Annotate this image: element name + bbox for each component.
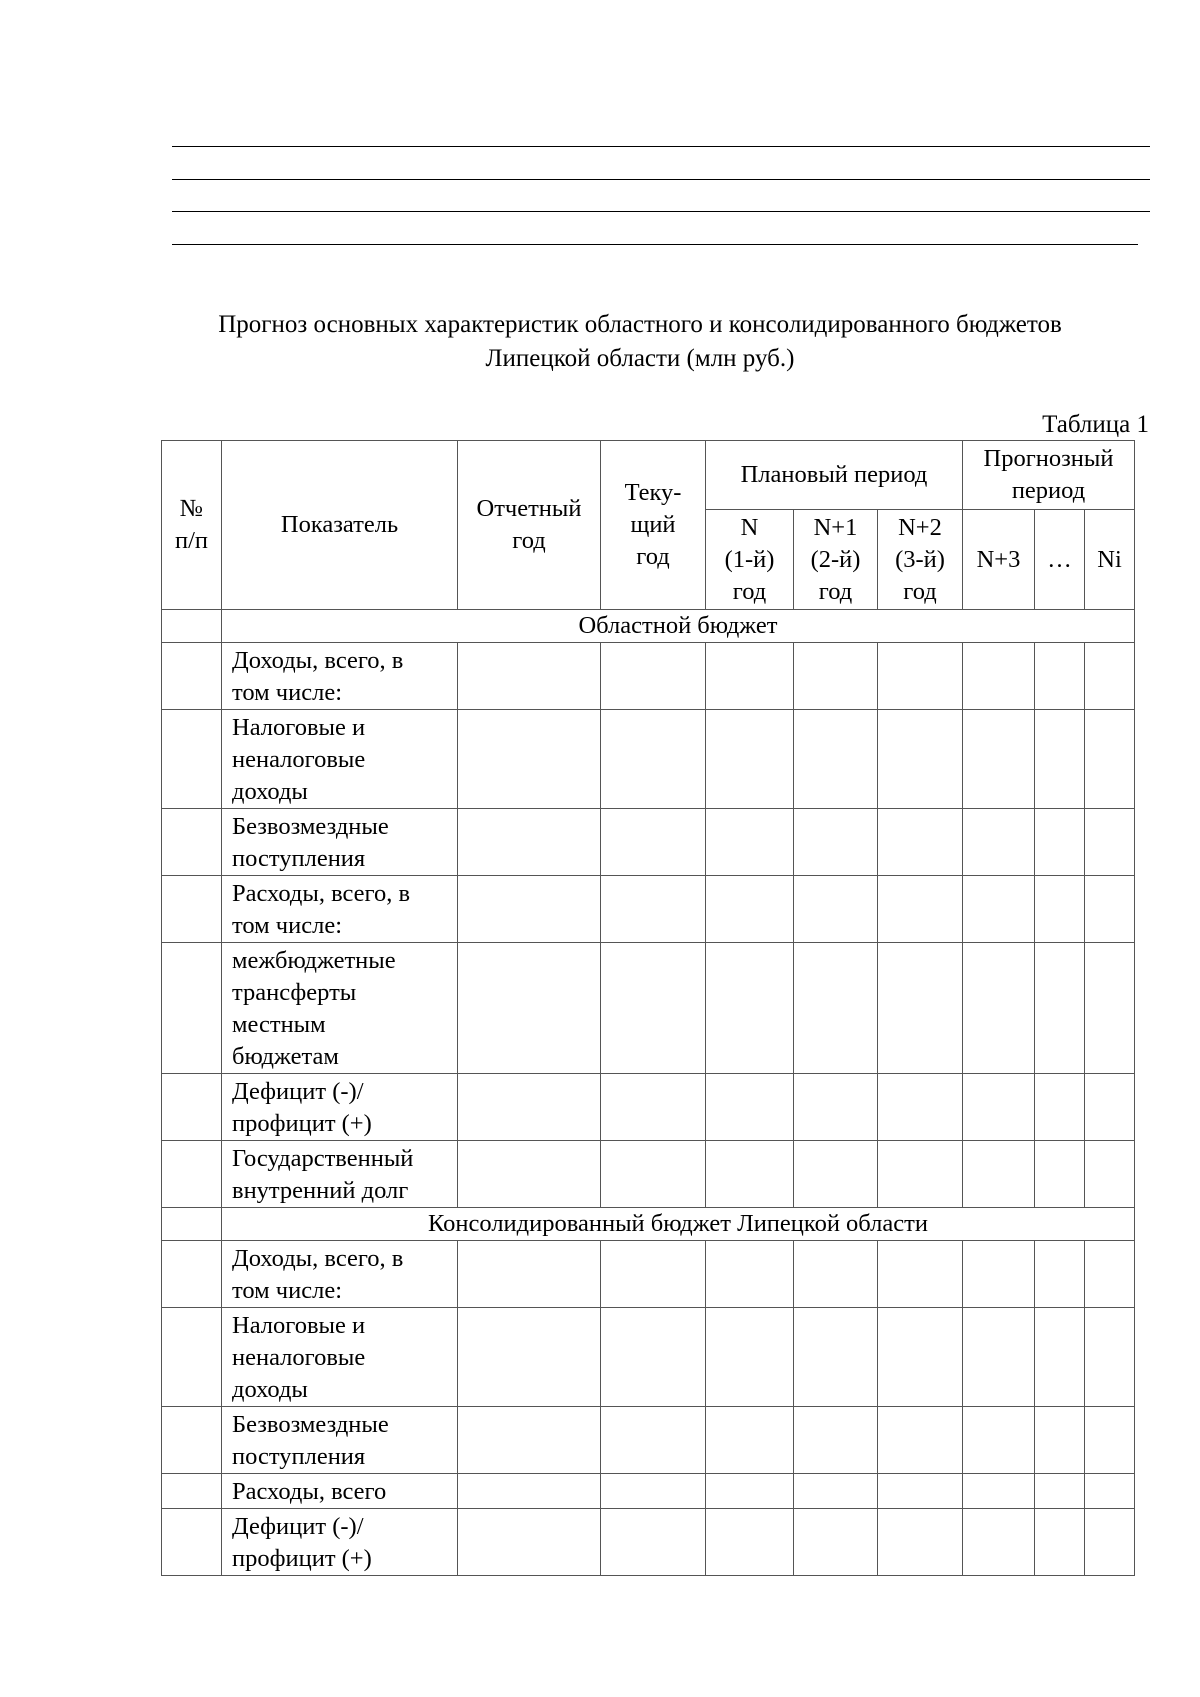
value-cell[interactable] bbox=[794, 1141, 878, 1208]
value-cell[interactable] bbox=[458, 1308, 601, 1407]
row-num-cell[interactable] bbox=[162, 1141, 222, 1208]
header-current-year bbox=[601, 441, 706, 610]
indicator-cell bbox=[222, 876, 458, 943]
value-cell[interactable] bbox=[794, 1407, 878, 1474]
header-planned-year bbox=[878, 510, 963, 610]
value-cell[interactable] bbox=[794, 876, 878, 943]
indicator-text-line: Налоговые и bbox=[232, 714, 366, 741]
row-num-cell[interactable] bbox=[162, 943, 222, 1074]
header-text-line: год bbox=[903, 577, 937, 605]
value-cell[interactable] bbox=[601, 643, 706, 710]
blank-line-3 bbox=[172, 211, 1150, 212]
indicator-text-line: поступления bbox=[232, 845, 366, 872]
table-row bbox=[162, 710, 1135, 809]
value-cell[interactable] bbox=[878, 876, 963, 943]
table-label: Таблица 1 bbox=[1042, 411, 1149, 438]
value-cell[interactable] bbox=[458, 710, 601, 809]
value-cell[interactable] bbox=[1085, 1308, 1135, 1407]
value-cell[interactable] bbox=[706, 710, 794, 809]
value-cell[interactable] bbox=[458, 876, 601, 943]
row-num-cell[interactable] bbox=[162, 809, 222, 876]
header-text-line: п/п bbox=[174, 527, 209, 554]
value-cell[interactable] bbox=[1035, 1141, 1085, 1208]
indicator-text-line: том числе: bbox=[232, 679, 343, 706]
row-num-cell[interactable] bbox=[162, 1241, 222, 1308]
header-planned-period: Плановый период bbox=[706, 441, 963, 510]
value-cell[interactable] bbox=[1085, 1074, 1135, 1141]
value-cell[interactable] bbox=[601, 710, 706, 809]
value-cell[interactable] bbox=[1085, 943, 1135, 1074]
value-cell[interactable] bbox=[794, 1308, 878, 1407]
section-row bbox=[162, 610, 1135, 643]
value-cell[interactable] bbox=[963, 943, 1035, 1074]
indicator-text-line: доходы bbox=[232, 778, 308, 805]
row-num-cell[interactable] bbox=[162, 1407, 222, 1474]
value-cell[interactable] bbox=[1085, 1509, 1135, 1576]
value-cell[interactable] bbox=[458, 809, 601, 876]
value-cell[interactable] bbox=[963, 710, 1035, 809]
value-cell[interactable] bbox=[706, 643, 794, 710]
header-forecast-period bbox=[963, 441, 1135, 510]
value-cell[interactable] bbox=[601, 943, 706, 1074]
indicator-cell bbox=[222, 643, 458, 710]
value-cell[interactable] bbox=[794, 943, 878, 1074]
value-cell[interactable] bbox=[458, 1407, 601, 1474]
value-cell[interactable] bbox=[458, 1241, 601, 1308]
indicator-cell bbox=[222, 809, 458, 876]
header-text-line: год bbox=[818, 577, 853, 605]
header-text-line: N+2 bbox=[898, 513, 942, 541]
title-line-2: Липецкой области (млн руб.) bbox=[485, 345, 795, 372]
blank-line-2 bbox=[172, 179, 1150, 180]
indicator-text-line: том числе: bbox=[232, 912, 343, 939]
indicator-cell bbox=[222, 1241, 458, 1308]
row-num-cell[interactable] bbox=[162, 1308, 222, 1407]
value-cell[interactable] bbox=[601, 809, 706, 876]
value-cell[interactable] bbox=[878, 710, 963, 809]
value-cell[interactable] bbox=[601, 1308, 706, 1407]
table-row bbox=[162, 1141, 1135, 1208]
value-cell[interactable] bbox=[458, 943, 601, 1074]
value-cell[interactable] bbox=[878, 1141, 963, 1208]
value-cell[interactable] bbox=[963, 1308, 1035, 1407]
value-cell[interactable] bbox=[1085, 1407, 1135, 1474]
value-cell[interactable] bbox=[1035, 1407, 1085, 1474]
header-forecast-year: Ni bbox=[1085, 510, 1135, 610]
table-row bbox=[162, 1509, 1135, 1576]
value-cell[interactable] bbox=[963, 1474, 1035, 1509]
indicator-text-line: Расходы, всего, в bbox=[232, 880, 411, 907]
section-row bbox=[162, 1208, 1135, 1241]
value-cell[interactable] bbox=[794, 1074, 878, 1141]
value-cell[interactable] bbox=[1035, 1074, 1085, 1141]
header-text-line: Отчетный bbox=[476, 495, 582, 522]
value-cell[interactable] bbox=[1035, 876, 1085, 943]
section-title: Областной бюджет bbox=[222, 610, 1135, 643]
header-forecast-year: … bbox=[1035, 510, 1085, 610]
row-num-cell[interactable] bbox=[162, 1474, 222, 1509]
value-cell[interactable] bbox=[706, 943, 794, 1074]
value-cell[interactable] bbox=[878, 643, 963, 710]
header-text-line: № bbox=[179, 495, 204, 522]
value-cell[interactable] bbox=[706, 1474, 794, 1509]
value-cell[interactable] bbox=[601, 1474, 706, 1509]
indicator-cell bbox=[222, 710, 458, 809]
header-row-1 bbox=[162, 441, 1135, 510]
value-cell[interactable] bbox=[794, 643, 878, 710]
header-text-line: Теку- bbox=[624, 479, 682, 506]
indicator-text-line: трансферты bbox=[232, 979, 357, 1006]
table-row bbox=[162, 943, 1135, 1074]
value-cell[interactable] bbox=[601, 1407, 706, 1474]
value-cell[interactable] bbox=[458, 1141, 601, 1208]
indicator-cell bbox=[222, 1074, 458, 1141]
value-cell[interactable] bbox=[706, 1407, 794, 1474]
value-cell[interactable] bbox=[1035, 1474, 1085, 1509]
indicator-cell bbox=[222, 1141, 458, 1208]
header-text-line: (1-й) bbox=[724, 545, 775, 573]
table-row bbox=[162, 1407, 1135, 1474]
indicator-cell bbox=[222, 1509, 458, 1576]
value-cell[interactable] bbox=[1035, 809, 1085, 876]
header-text-line: год bbox=[636, 543, 670, 570]
value-cell[interactable] bbox=[458, 1509, 601, 1576]
value-cell[interactable] bbox=[458, 643, 601, 710]
row-num-cell[interactable] bbox=[162, 710, 222, 809]
value-cell[interactable] bbox=[706, 876, 794, 943]
value-cell[interactable] bbox=[878, 943, 963, 1074]
value-cell[interactable] bbox=[1035, 643, 1085, 710]
value-cell[interactable] bbox=[794, 1509, 878, 1576]
value-cell[interactable] bbox=[1035, 943, 1085, 1074]
indicator-text-line: профицит (+) bbox=[232, 1110, 372, 1137]
indicator-text-line: Доходы, всего, в bbox=[232, 647, 404, 674]
row-num-cell[interactable] bbox=[162, 1509, 222, 1576]
indicator-text-line: Безвозмездные bbox=[232, 813, 389, 840]
value-cell[interactable] bbox=[878, 1308, 963, 1407]
value-cell[interactable] bbox=[601, 1509, 706, 1576]
value-cell[interactable] bbox=[878, 1074, 963, 1141]
value-cell[interactable] bbox=[794, 809, 878, 876]
header-planned-year bbox=[794, 510, 878, 610]
blank-line-4 bbox=[172, 244, 1138, 245]
header-text-line: щий bbox=[630, 511, 676, 538]
value-cell[interactable] bbox=[601, 1074, 706, 1141]
header-text-line: период bbox=[1011, 477, 1086, 504]
row-num-cell[interactable] bbox=[162, 876, 222, 943]
value-cell[interactable] bbox=[963, 876, 1035, 943]
value-cell[interactable] bbox=[706, 1241, 794, 1308]
value-cell[interactable] bbox=[794, 710, 878, 809]
row-num-cell[interactable] bbox=[162, 1074, 222, 1141]
value-cell[interactable] bbox=[878, 1241, 963, 1308]
header-planned-year bbox=[706, 510, 794, 610]
indicator-text-line: внутренний долг bbox=[232, 1177, 409, 1204]
value-cell[interactable] bbox=[878, 1407, 963, 1474]
value-cell[interactable] bbox=[1085, 1241, 1135, 1308]
table-row bbox=[162, 1474, 1135, 1509]
value-cell[interactable] bbox=[963, 1074, 1035, 1141]
title-line-1: Прогноз основных характеристик областного и консолидированного бюджетов bbox=[218, 311, 1062, 338]
value-cell[interactable] bbox=[794, 1474, 878, 1509]
value-cell[interactable] bbox=[1085, 643, 1135, 710]
value-cell[interactable] bbox=[601, 1141, 706, 1208]
value-cell[interactable] bbox=[706, 1141, 794, 1208]
value-cell[interactable] bbox=[706, 809, 794, 876]
value-cell[interactable] bbox=[878, 1474, 963, 1509]
indicator-text-line: Расходы, всего bbox=[232, 1478, 387, 1505]
value-cell[interactable] bbox=[963, 1141, 1035, 1208]
value-cell[interactable] bbox=[878, 809, 963, 876]
indicator-text-line: поступления bbox=[232, 1443, 366, 1470]
value-cell[interactable] bbox=[1035, 1308, 1085, 1407]
value-cell[interactable] bbox=[1085, 809, 1135, 876]
value-cell[interactable] bbox=[1085, 710, 1135, 809]
value-cell[interactable] bbox=[601, 876, 706, 943]
header-text-line: N+1 bbox=[813, 513, 858, 541]
indicator-cell bbox=[222, 1474, 458, 1509]
header-num bbox=[162, 441, 222, 610]
header-forecast-year: N+3 bbox=[963, 510, 1035, 610]
value-cell[interactable] bbox=[458, 1474, 601, 1509]
value-cell[interactable] bbox=[458, 1074, 601, 1141]
value-cell[interactable] bbox=[706, 1308, 794, 1407]
section-num-cell bbox=[162, 610, 222, 643]
document-title bbox=[140, 308, 1140, 376]
indicator-text-line: Налоговые и bbox=[232, 1312, 366, 1339]
table-row bbox=[162, 809, 1135, 876]
value-cell[interactable] bbox=[794, 1241, 878, 1308]
value-cell[interactable] bbox=[1035, 710, 1085, 809]
indicator-text-line: Дефицит (-)/ bbox=[232, 1078, 364, 1105]
budget-forecast-table bbox=[161, 440, 1135, 1576]
blank-line-1 bbox=[172, 146, 1150, 147]
value-cell[interactable] bbox=[1035, 1241, 1085, 1308]
header-text-line: N bbox=[740, 513, 759, 541]
table-row bbox=[162, 643, 1135, 710]
value-cell[interactable] bbox=[963, 1407, 1035, 1474]
indicator-text-line: неналоговые bbox=[232, 1344, 366, 1371]
section-num-cell bbox=[162, 1208, 222, 1241]
value-cell[interactable] bbox=[1085, 1474, 1135, 1509]
header-reported-year bbox=[458, 441, 601, 610]
header-text-line: Прогнозный bbox=[983, 445, 1114, 472]
table-row bbox=[162, 876, 1135, 943]
indicator-text-line: Государственный bbox=[232, 1145, 414, 1172]
header-text-line: год bbox=[732, 577, 767, 605]
value-cell[interactable] bbox=[963, 643, 1035, 710]
value-cell[interactable] bbox=[1085, 1141, 1135, 1208]
row-num-cell[interactable] bbox=[162, 643, 222, 710]
table-row bbox=[162, 1241, 1135, 1308]
value-cell[interactable] bbox=[1035, 1509, 1085, 1576]
value-cell[interactable] bbox=[963, 809, 1035, 876]
indicator-cell bbox=[222, 1308, 458, 1407]
indicator-text-line: доходы bbox=[232, 1376, 308, 1403]
indicator-text-line: Дефицит (-)/ bbox=[232, 1513, 364, 1540]
indicator-text-line: Безвозмездные bbox=[232, 1411, 389, 1438]
value-cell[interactable] bbox=[1085, 876, 1135, 943]
value-cell[interactable] bbox=[963, 1509, 1035, 1576]
value-cell[interactable] bbox=[601, 1241, 706, 1308]
section-title: Консолидированный бюджет Липецкой области bbox=[222, 1208, 1135, 1241]
indicator-cell bbox=[222, 1407, 458, 1474]
value-cell[interactable] bbox=[963, 1241, 1035, 1308]
table-row bbox=[162, 1074, 1135, 1141]
table-row bbox=[162, 1308, 1135, 1407]
indicator-text-line: профицит (+) bbox=[232, 1545, 372, 1572]
indicator-text-line: межбюджетные bbox=[232, 947, 396, 974]
indicator-text-line: местным bbox=[232, 1011, 326, 1038]
header-text-line: год bbox=[512, 527, 546, 554]
indicator-text-line: неналоговые bbox=[232, 746, 366, 773]
header-text-line: (3-й) bbox=[895, 545, 945, 573]
indicator-text-line: Доходы, всего, в bbox=[232, 1245, 404, 1272]
indicator-text-line: том числе: bbox=[232, 1277, 343, 1304]
header-text-line: (2-й) bbox=[810, 545, 861, 573]
header-indicator: Показатель bbox=[222, 441, 458, 610]
value-cell[interactable] bbox=[878, 1509, 963, 1576]
value-cell[interactable] bbox=[706, 1074, 794, 1141]
indicator-cell bbox=[222, 943, 458, 1074]
value-cell[interactable] bbox=[706, 1509, 794, 1576]
indicator-text-line: бюджетам bbox=[232, 1043, 339, 1070]
